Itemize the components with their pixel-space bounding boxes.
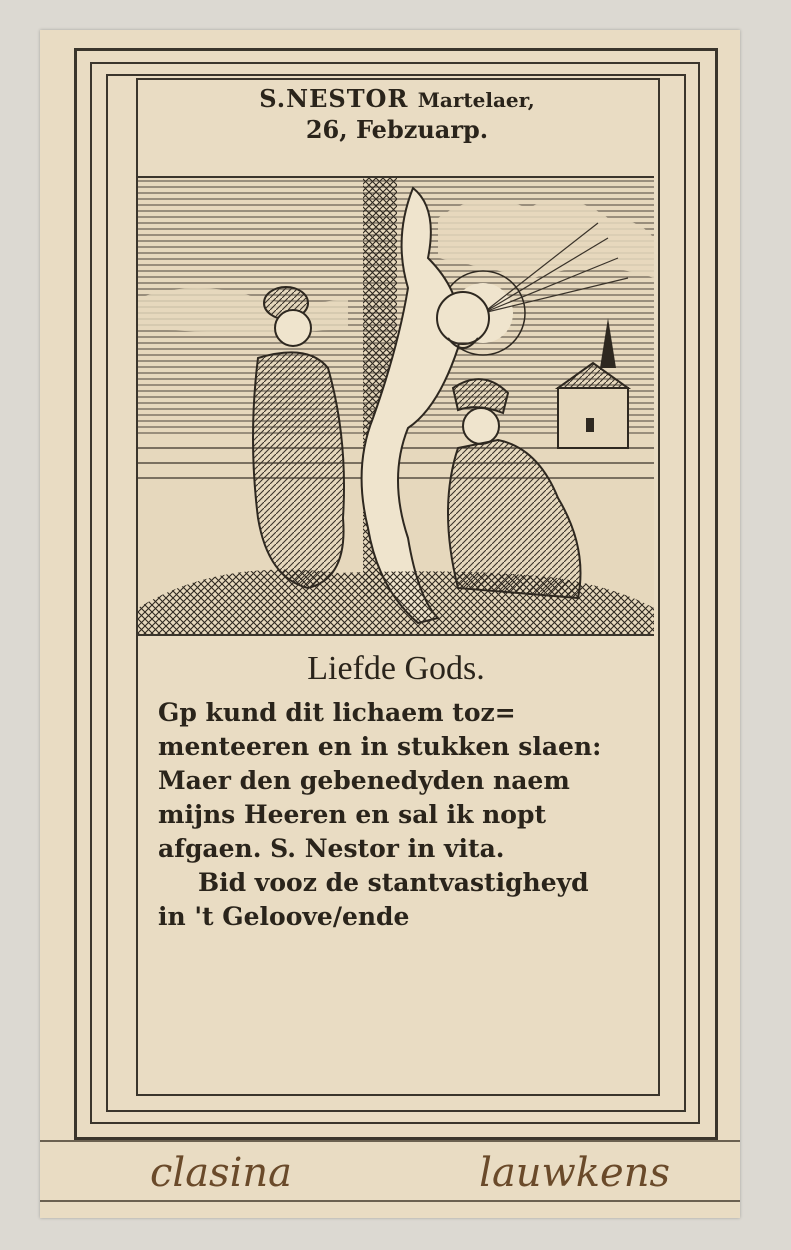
handwritten-signature <box>150 1150 670 1196</box>
engraving-illustration <box>138 176 654 636</box>
verse-line: Gp kund dit lichaem toz= <box>158 698 516 727</box>
signature-first-name: clasina <box>150 1150 292 1196</box>
verse-line: in 't Geloove/ende <box>158 902 410 931</box>
signature-last-name: lauwkens <box>479 1150 670 1196</box>
verse-line: Maer den gebenedyden naem <box>158 766 570 795</box>
martyr-label: Martelaer, <box>417 88 535 112</box>
title-line-1 <box>140 84 654 113</box>
signature-rule-top <box>40 1140 740 1142</box>
saint-name: S.NESTOR <box>259 84 409 113</box>
caption-love-of-god: Liefde Gods. <box>307 650 485 687</box>
feast-date: 26, Febzuarp. <box>305 115 489 144</box>
signature-rule-bottom <box>40 1200 740 1202</box>
verse-line: afgaen. S. Nestor in vita. <box>158 834 505 863</box>
heading <box>140 80 654 144</box>
verse-text <box>158 696 628 934</box>
verse-line: menteeren en in stukken slaen: <box>158 732 602 761</box>
verse-line: Bid vooz de stantvastigheyd <box>198 868 589 897</box>
verse-line: mijns Heeren en sal ik nopt <box>158 800 547 829</box>
martyrdom-engraving <box>138 178 654 634</box>
